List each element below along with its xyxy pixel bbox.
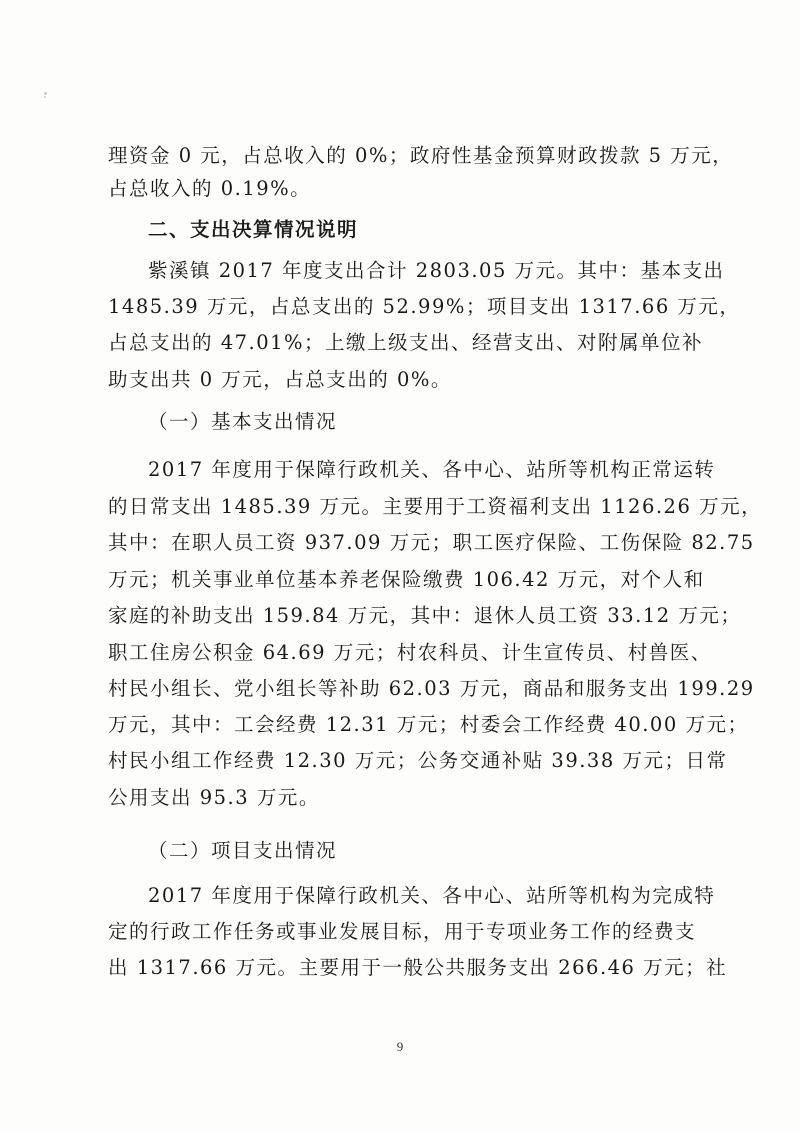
body-text-line: 1485.39 万元，占总支出的 52.99%；项目支出 1317.66 万元， xyxy=(108,295,741,318)
body-text-line: 公用支出 95.3 万元。 xyxy=(108,786,320,809)
body-text-line: 定的行政工作任务或事业发展目标，用于专项业务工作的经费支 xyxy=(108,920,697,943)
body-text-line: 助支出共 0 万元，占总支出的 0%。 xyxy=(108,368,452,391)
body-text-line: 占总支出的 47.01%；上缴上级支出、经营支出、对附属单位补 xyxy=(108,331,704,354)
body-text-line: 村民小组长、党小组长等补助 62.03 万元，商品和服务支出 199.29 xyxy=(108,677,755,700)
body-text-line: 理资金 0 元，占总收入的 0%；政府性基金预算财政拨款 5 万元， xyxy=(108,144,734,167)
body-text-line: 职工住房公积金 64.69 万元；村农科员、计生宣传员、村兽医、 xyxy=(108,641,712,664)
body-text-line: 万元；机关事业单位基本养老保险缴费 106.42 万元，对个人和 xyxy=(108,568,705,591)
body-text-line: 出 1317.66 万元。主要用于一般公共服务支出 266.46 万元；社 xyxy=(108,956,728,979)
body-text-line: 2017 年度用于保障行政机关、各中心、站所等机构正常运转 xyxy=(148,458,716,481)
body-text-line: 紫溪镇 2017 年度支出合计 2803.05 万元。其中：基本支出 xyxy=(148,259,725,282)
body-text-line: 占总收入的 0.19%。 xyxy=(108,177,312,200)
page-number: 9 xyxy=(396,1039,404,1054)
scan-speck xyxy=(44,96,46,98)
subsection-heading: （一）基本支出情况 xyxy=(148,410,338,433)
body-text-line: 家庭的补助支出 159.84 万元，其中：退休人员工资 33.12 万元； xyxy=(108,604,742,627)
body-text-line: 村民小组工作经费 12.30 万元；公务交通补贴 39.38 万元；日常 xyxy=(108,749,728,772)
body-text-line: 2017 年度用于保障行政机关、各中心、站所等机构为完成特 xyxy=(148,884,716,907)
body-text-line: 的日常支出 1485.39 万元。主要用于工资福利支出 1126.26 万元， xyxy=(108,495,763,518)
body-text-line: 其中：在职人员工资 937.09 万元；职工医疗保险、工伤保险 82.75 xyxy=(108,531,755,554)
section-heading: 二、支出决算情况说明 xyxy=(148,218,359,241)
scan-speck xyxy=(44,92,47,95)
body-text-line: 万元，其中：工会经费 12.31 万元；村委会工作经费 40.00 万元； xyxy=(108,713,749,736)
subsection-heading: （二）项目支出情况 xyxy=(148,839,338,862)
